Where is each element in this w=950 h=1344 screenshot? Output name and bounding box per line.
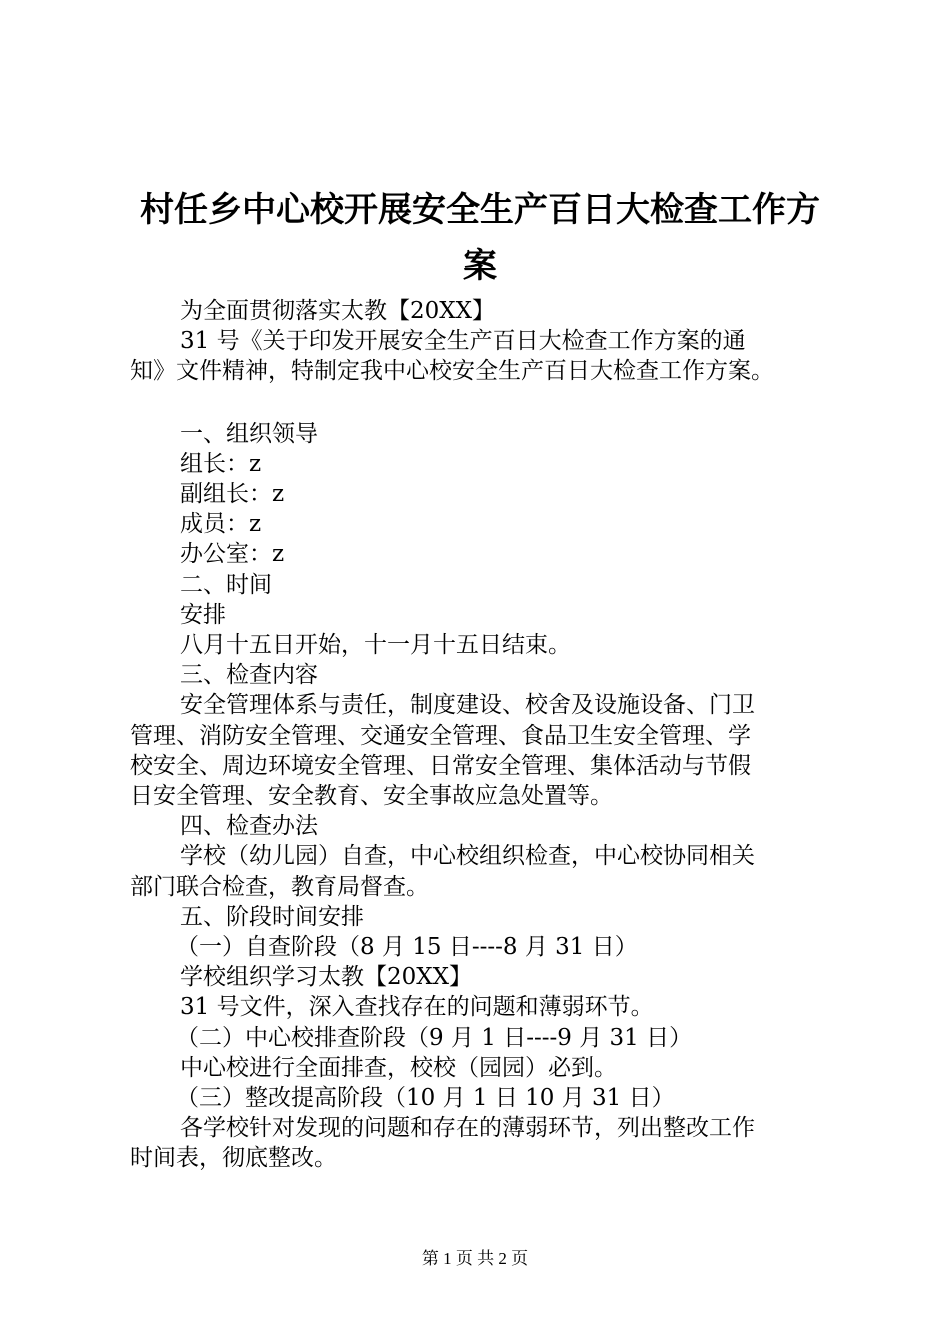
body-line: 中心校进行全面排查，校校（园园）必到。 (180, 1054, 617, 1081)
body-line: 八月十五日开始，十一月十五日结束。 (180, 632, 571, 659)
intro-line: 为全面贯彻落实太教【20XX】 (180, 298, 496, 324)
body-line: 成员：z (180, 511, 262, 538)
body-line: 各学校针对发现的问题和存在的薄弱环节，列出整改工作 (180, 1115, 755, 1142)
section-heading: 五、阶段时间安排 (180, 903, 364, 930)
body-line: 校安全、周边环境安全管理、日常安全管理、集体活动与节假 (130, 752, 751, 779)
body-line: 学校（幼儿园）自查，中心校组织检查，中心校协同相关 (180, 843, 755, 870)
paragraph-gap (130, 387, 840, 419)
body-line: 管理、消防安全管理、交通安全管理、食品卫生安全管理、学 (130, 722, 751, 749)
intro-line: 知》文件精神，特制定我中心校安全生产百日大检查工作方案。 (130, 358, 774, 385)
body-line: 办公室：z (180, 541, 285, 568)
section-heading: 二、时间 (180, 571, 272, 598)
section-heading: 四、检查办法 (180, 813, 318, 840)
body-line: 日安全管理、安全教育、安全事故应急处置等。 (130, 783, 613, 810)
section-heading: 一、组织领导 (180, 420, 318, 447)
body-line: 时间表，彻底整改。 (130, 1145, 337, 1172)
document-title-line-2: 案 (463, 246, 497, 286)
section-heading: 三、检查内容 (180, 662, 318, 689)
body-line: 安全管理体系与责任，制度建设、校舍及设施设备、门卫 (180, 692, 755, 719)
body-line: 组长：z (180, 450, 262, 477)
subsection-heading: （一）自查阶段（8 月 15 日----8 月 31 日） (176, 934, 638, 961)
subsection-heading: （二）中心校排查阶段（9 月 1 日----9 月 31 日） (176, 1024, 693, 1051)
body-line: 学校组织学习太教【20XX】 (180, 964, 473, 991)
body-line: 副组长：z (180, 481, 285, 508)
intro-line: 31 号《关于印发开展安全生产百日大检查工作方案的通 (180, 328, 746, 355)
page-footer: 第 1 页 共 2 页 (421, 1249, 529, 1268)
subsection-heading: （三）整改提高阶段（10 月 1 日 10 月 31 日） (176, 1085, 675, 1112)
document-body (130, 296, 840, 1174)
body-line: 安排 (180, 601, 226, 628)
document-title-line-1: 村任乡中心校开展安全生产百日大检查工作方 (140, 190, 820, 230)
body-line: 部门联合检查，教育局督查。 (130, 873, 429, 900)
body-line: 31 号文件，深入查找存在的问题和薄弱环节。 (180, 994, 654, 1021)
